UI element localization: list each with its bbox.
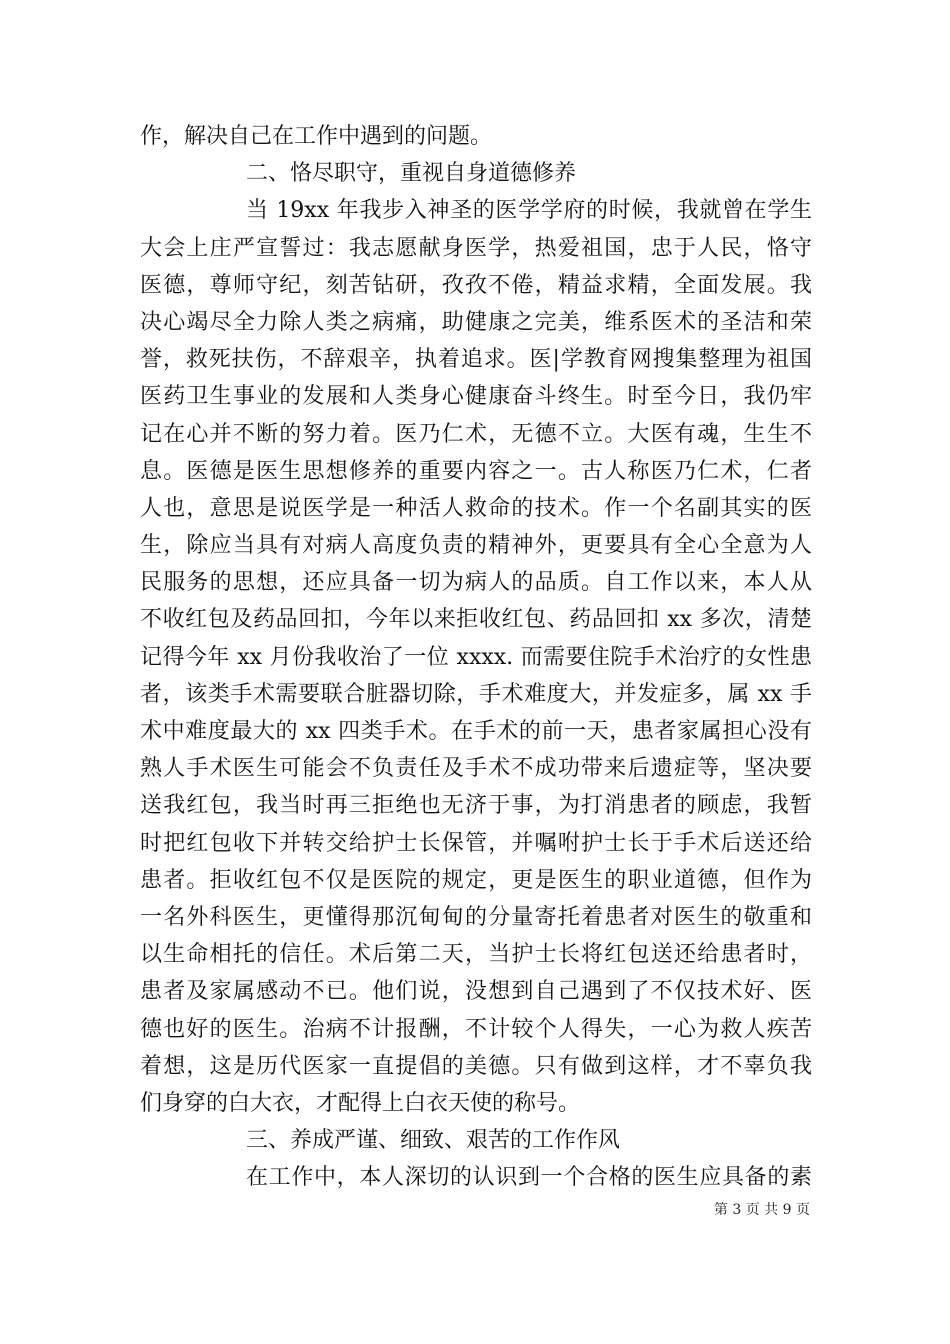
paragraph-line: 送我红包，我当时再三拒绝也无济于事，为打消患者的顾虑，我暂 xyxy=(140,793,812,819)
paragraph-line: 不收红包及药品回扣，今年以来拒收红包、药品回扣 xx 多次，清楚 xyxy=(140,607,812,633)
paragraph-line: 一名外科医生，更懂得那沉甸甸的分量寄托着患者对医生的敬重和 xyxy=(140,904,812,930)
paragraph-line: 当 19xx 年我步入神圣的医学学府的时候，我就曾在学生 xyxy=(246,198,812,224)
paragraph-line: 记在心并不断的努力着。医乃仁术，无德不立。大医有魂，生生不 xyxy=(140,421,812,447)
paragraph-line: 患者。拒收红包不仅是医院的规定，更是医生的职业道德，但作为 xyxy=(140,867,812,893)
paragraph-line: 着想，这是历代医家一直提倡的美德。只有做到这样，才不辜负我 xyxy=(140,1053,812,1079)
paragraph-line: 医药卫生事业的发展和人类身心健康奋斗终生。时至今日，我仍牢 xyxy=(140,384,812,410)
paragraph-line: 生，除应当具有对病人高度负责的精神外，更要具有全心全意为人 xyxy=(140,533,812,559)
paragraph-line: 决心竭尽全力除人类之病痛，助健康之完美，维系医术的圣洁和荣 xyxy=(140,309,812,335)
paragraph-last-line: 们身穿的白大衣，才配得上白衣天使的称号。 xyxy=(140,1090,581,1116)
paragraph-line: 时把红包收下并转交给护士长保管，并嘱咐护士长于手术后送还给 xyxy=(140,830,812,856)
paragraph-line: 民服务的思想，还应具备一切为病人的品质。自工作以来，本人从 xyxy=(140,570,812,596)
paragraph-continuation: 作，解决自己在工作中遇到的问题。 xyxy=(140,124,493,149)
page-number-footer: 第 3 页 共 9 页 xyxy=(713,1202,810,1218)
paragraph-line: 患者及家属感动不已。他们说，没想到自己遇到了不仅技术好、医 xyxy=(140,979,812,1005)
paragraph-line: 在工作中，本人深切的认识到一个合格的医生应具备的素 xyxy=(246,1165,812,1191)
paragraph-line: 誉，救死扶伤，不辞艰辛，执着追求。医|学教育网搜集整理为祖国 xyxy=(140,347,812,373)
paragraph-line: 德也好的医生。治病不计报酬，不计较个人得失，一心为救人疾苦 xyxy=(140,1016,812,1042)
paragraph-line: 息。医德是医生思想修养的重要内容之一。古人称医乃仁术，仁者 xyxy=(140,458,812,484)
paragraph-line: 记得今年 xx 月份我收治了一位 xxxx. 而需要住院手术治疗的女性患 xyxy=(140,644,812,670)
paragraph-line: 医德，尊师守纪，刻苦钻研，孜孜不倦，精益求精，全面发展。我 xyxy=(140,272,812,298)
paragraph-line: 熟人手术医生可能会不负责任及手术不成功带来后遗症等，坚决要 xyxy=(140,756,812,782)
section-heading: 二、恪尽职守，重视自身道德修养 xyxy=(246,161,577,187)
paragraph-line: 人也，意思是说医学是一种活人救命的技术。作一个名副其实的医 xyxy=(140,495,812,521)
paragraph-line: 大会上庄严宣誓过：我志愿献身医学，热爱祖国，忠于人民，恪守 xyxy=(140,235,812,261)
body-text xyxy=(140,118,812,1196)
section-heading: 三、养成严谨、细致、艰苦的工作作风 xyxy=(246,1128,621,1154)
paragraph-line: 术中难度最大的 xx 四类手术。在手术的前一天，患者家属担心没有 xyxy=(140,719,812,744)
paragraph-line: 以生命相托的信任。术后第二天，当护士长将红包送还给患者时， xyxy=(140,942,812,968)
paragraph-line: 者，该类手术需要联合脏器切除，手术难度大，并发症多，属 xx 手 xyxy=(140,681,812,707)
